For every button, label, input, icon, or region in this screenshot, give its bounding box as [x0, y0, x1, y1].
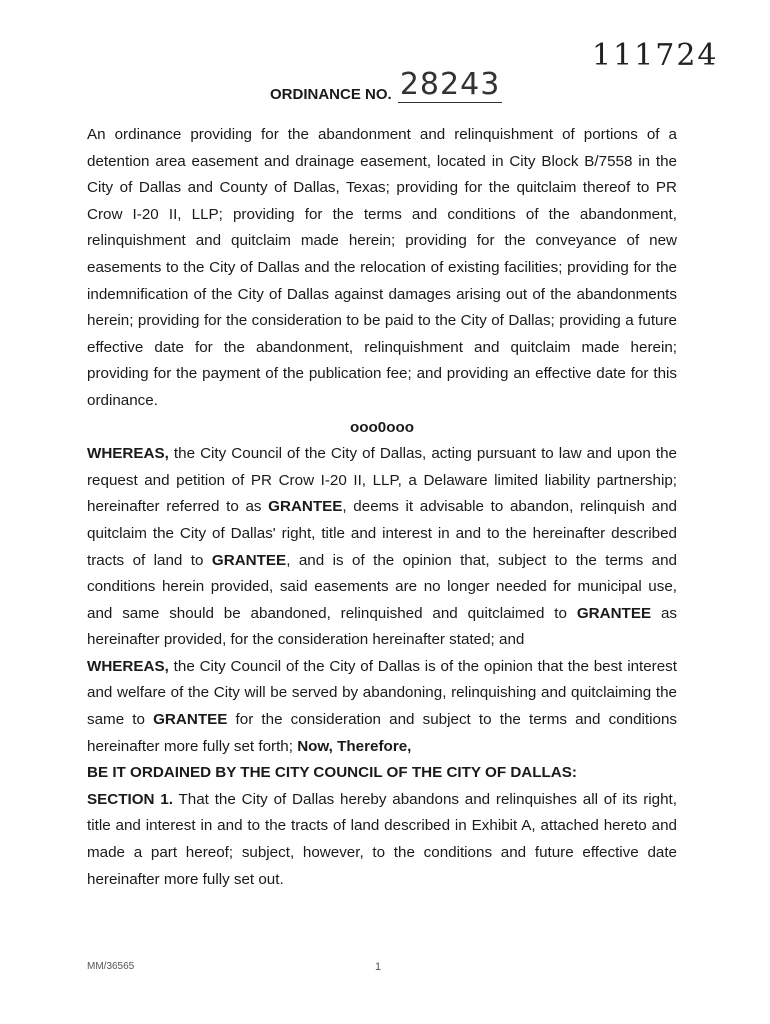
- ordinance-label: ORDINANCE NO.: [270, 86, 392, 103]
- section-1-paragraph: [87, 787, 677, 893]
- grantee-term: GRANTEE: [153, 711, 228, 729]
- whereas-paragraph-1: [87, 441, 677, 654]
- whereas-text: , deems it advisable to abandon, relinquish and quitclaim the City of Dallas' right, title and interest in and to the hereinafter described tracts of land to: [87, 498, 677, 569]
- whereas-text: for the consideration and subject to the terms and conditions hereinafter more fully set forth;: [87, 711, 677, 755]
- whereas-text: the City Council of the City of Dallas, acting pursuant to law and upon the request and petition of PR Crow I-20 II, LLP, a Delaware limited liability partnership; hereinafter referred to as: [87, 445, 677, 516]
- ordinance-number: 28243: [399, 67, 501, 102]
- section-1-label: SECTION 1.: [87, 790, 173, 808]
- whereas-text: the City Council of the City of Dallas is of the opinion that the best interest and welfare of the City will be served by abandoning, relinquishing and quitclaiming the same to: [87, 657, 677, 729]
- footer-document-code: MM/36565: [87, 961, 135, 972]
- whereas-paragraph-2: [87, 654, 677, 760]
- ordained-heading: [87, 760, 677, 787]
- whereas-text: , and is of the opinion that, subject to the terms and conditions herein provided, said easements are no longer needed for municipal use, and same should be abandoned, relinquished and quitclaimed to: [87, 551, 677, 622]
- grantee-term: GRANTEE: [268, 498, 343, 516]
- grantee-term: GRANTEE: [211, 551, 287, 569]
- whereas-lead: WHEREAS,: [87, 445, 169, 463]
- document-stamp-number: 111724: [592, 38, 719, 73]
- whereas-lead: WHEREAS,: [87, 657, 169, 675]
- section-separator: ooo0ooo: [349, 418, 415, 436]
- ordinance-title: [270, 68, 502, 103]
- now-therefore: Now, Therefore,: [297, 737, 412, 755]
- ordained-text: BE IT ORDAINED BY THE CITY COUNCIL OF THE CITY OF DALLAS:: [87, 764, 577, 782]
- preamble-paragraph: An ordinance providing for the abandonment and relinquishment of portions of a detention area easement and drainage easement, located in City Block B/7558 in the City of Dallas and County of Dallas, Texas; providing for the quitclaim thereof to PR Crow I-20 II, LLP; providing for the terms and conditions of the abandonment, relinquishment and quitclaim made herein; providing for the conveyance of new easements to the City of Dallas and the relocation of existing facilities; providing for the indemnification of the City of Dallas against damages arising out of the abandonments herein; providing for the consideration to be paid to the City of Dallas; providing a future effective date for the abandonment, relinquishment and quitclaim made herein; providing for the payment of the publication fee; and providing an effective date for this ordinance.: [87, 126, 677, 409]
- section-1-text: That the City of Dallas hereby abandons and relinquishes all of its right, title and interest in and to the tracts of land described in Exhibit A, attached hereto and made a part hereof; subject, however, to the conditions and future effective date hereinafter more fully set out.: [87, 790, 677, 888]
- ordinance-body: [87, 122, 677, 893]
- page-number: 1: [375, 961, 382, 973]
- whereas-text: as hereinafter provided, for the consideration hereinafter stated; and: [87, 604, 677, 649]
- grantee-term: GRANTEE: [576, 604, 652, 622]
